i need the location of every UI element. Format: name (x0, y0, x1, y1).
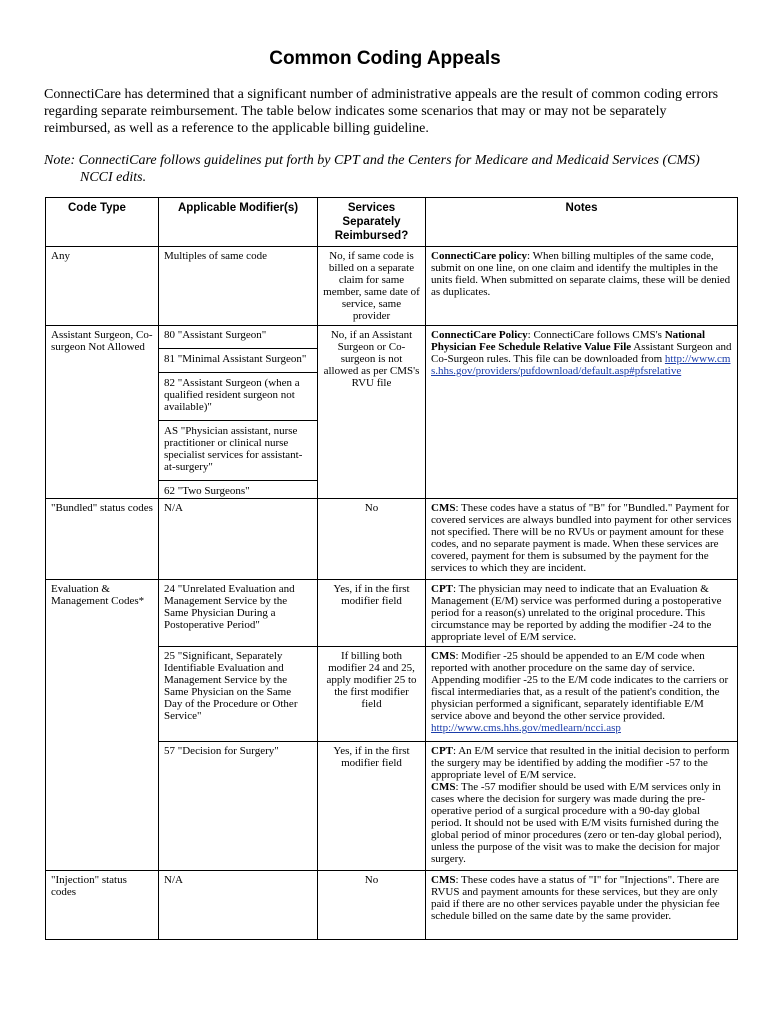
modifier-item: 80 "Assistant Surgeon" (164, 329, 267, 341)
code-type-cell: Assistant Surgeon, Co-surgeon Not Allowed (46, 326, 159, 499)
table-row (46, 742, 738, 871)
note-paragraph (44, 152, 734, 186)
notes-text: : ConnectiCare follows CMS's (527, 329, 665, 341)
code-type-cell: Any (46, 247, 159, 326)
notes-label: CMS (431, 502, 456, 514)
modifier-cell: Multiples of same code (159, 247, 318, 326)
notes-cell (426, 326, 738, 499)
notes-cell (426, 247, 738, 326)
table-row (46, 326, 738, 499)
services-cell: Yes, if in the first modifier field (318, 580, 426, 647)
coding-appeals-table (45, 197, 738, 940)
table-row (46, 247, 738, 326)
rvu-file-link[interactable]: http://www.cms.hhs.gov/providers/pufdownload/default.asp#pfsrelative (431, 353, 731, 377)
code-type-cell: "Injection" status codes (46, 871, 159, 940)
notes-bold-text: National Physician Fee Schedule Relative Value File (431, 329, 706, 353)
note-line-1: Note: ConnectiCare follows guidelines put forth by CPT and the Centers for Medicare and Medicaid Services (CMS) (44, 153, 700, 168)
notes-label: CMS (431, 650, 456, 662)
modifier-cell: 25 "Significant, Separately Identifiable Evaluation and Management Service by the Same Physician on the Same Day of the Procedure or Other Service" (159, 647, 318, 742)
header-notes: Notes (426, 198, 738, 247)
code-type-cell (46, 647, 159, 742)
notes-text: : These codes have a status of "I" for "Injections". There are RVUS and payment amounts for these services, but they are only paid if there are no other services payable under the physician fee schedule billed on the same date by the same provider. (431, 874, 720, 922)
page-title: Common Coding Appeals (269, 48, 501, 69)
services-cell: No (318, 871, 426, 940)
notes-cell (426, 647, 738, 742)
notes-label: CPT (431, 583, 453, 595)
notes-text: : When billing multiples of the same code, submit on one line, on one claim and identify the multiples in the units field. When submitted on separate claims, these will be denied as duplicates. (431, 250, 731, 298)
notes-cell (426, 499, 738, 580)
table-row (46, 647, 738, 742)
code-type-cell: "Bundled" status codes (46, 499, 159, 580)
notes-text: : Modifier -25 should be appended to an E/M code when reported with another procedure on the same day of service. Appending modifier -25 to the E/M code indicates to the carriers or fiscal intermediaries that, as a result of the patient's condition, the physician performed a significant, separately identifiable E/M service above and beyond the other service provided. (431, 650, 729, 722)
notes-text-2: Assistant Surgeon and Co-Surgeon rules. This file can be downloaded from (431, 341, 732, 365)
header-code-type: Code Type (46, 198, 159, 247)
modifier-item: 62 "Two Surgeons" (159, 480, 317, 497)
modifier-cell: N/A (159, 499, 318, 580)
intro-paragraph: ConnectiCare has determined that a significant number of administrative appeals are the result of common coding errors regarding separate reimbursement. The table below indicates some scenarios that may or may not be separately reimbursed, as well as a reference to the applicable billing guideline. (44, 87, 719, 136)
modifier-cell: 24 "Unrelated Evaluation and Management Service by the Same Physician During a Postoperative Period" (159, 580, 318, 647)
table-header-row (46, 198, 738, 247)
services-cell: No, if same code is billed on a separate claim for same member, same date of service, same provider (318, 247, 426, 326)
table-row (46, 499, 738, 580)
services-cell: Yes, if in the first modifier field (318, 742, 426, 871)
services-cell: No, if an Assistant Surgeon or Co-surgeon is not allowed as per CMS's RVU file (318, 326, 426, 499)
notes-cell (426, 871, 738, 940)
modifier-cell (159, 326, 318, 499)
notes-cell (426, 742, 738, 871)
notes-text: : The physician may need to indicate that an Evaluation & Management (E/M) service was performed during a postoperative period for a reason(s) unrelated to the original procedure. This circumstance may be reported by adding the modifier -24 to the appropriate level of E/M service. (431, 583, 722, 643)
notes-label: ConnectiCare Policy (431, 329, 528, 341)
ncci-link[interactable]: http://www.cms.hhs.gov/medlearn/ncci.asp (431, 722, 621, 734)
note-line-2: NCCI edits. (80, 170, 147, 185)
modifier-item: 82 "Assistant Surgeon (when a qualified resident surgeon not available)" (159, 372, 317, 416)
modifier-item: 81 "Minimal Assistant Surgeon" (159, 348, 317, 368)
notes-cell (426, 580, 738, 647)
notes-label: CPT (431, 745, 453, 757)
notes-text: : These codes have a status of "B" for "Bundled." Payment for covered services are always bundled into payment for other services not specified. There will be no RVUs or payment amount for these codes, and no separate payment is made. When these services are covered, payment for them is subsumed by the payment for the services to which they are incident. (431, 502, 732, 574)
code-type-cell: Evaluation & Management Codes* (46, 580, 159, 647)
notes-text: : An E/M service that resulted in the initial decision to perform the surgery may be identified by adding the modifier -57 to the appropriate level of E/M service. (431, 745, 730, 781)
notes-label: ConnectiCare policy (431, 250, 528, 262)
services-cell: No (318, 499, 426, 580)
modifier-cell: 57 "Decision for Surgery" (159, 742, 318, 871)
modifier-item: AS "Physician assistant, nurse practitioner or clinical nurse specialist services for assistant-at-surgery" (159, 420, 317, 476)
notes-label-2: CMS (431, 781, 456, 793)
notes-text-2: : The -57 modifier should be used with E/M services only in cases where the decision for surgery was made during the pre-operative period of a surgical procedure with a 90-day global period. It should not be used with E/M visits furnished during the global period of minor procedures (zero or ten-day global period), unless the purpose of the visit was to make the decision for major surgery. (431, 781, 722, 865)
header-modifiers: Applicable Modifier(s) (159, 198, 318, 247)
services-cell: If billing both modifier 24 and 25, apply modifier 25 to the first modifier field (318, 647, 426, 742)
table-row (46, 580, 738, 647)
header-services: Services Separately Reimbursed? (318, 198, 426, 247)
notes-label: CMS (431, 874, 456, 886)
table-row (46, 871, 738, 940)
modifier-cell: N/A (159, 871, 318, 940)
code-type-cell (46, 742, 159, 871)
